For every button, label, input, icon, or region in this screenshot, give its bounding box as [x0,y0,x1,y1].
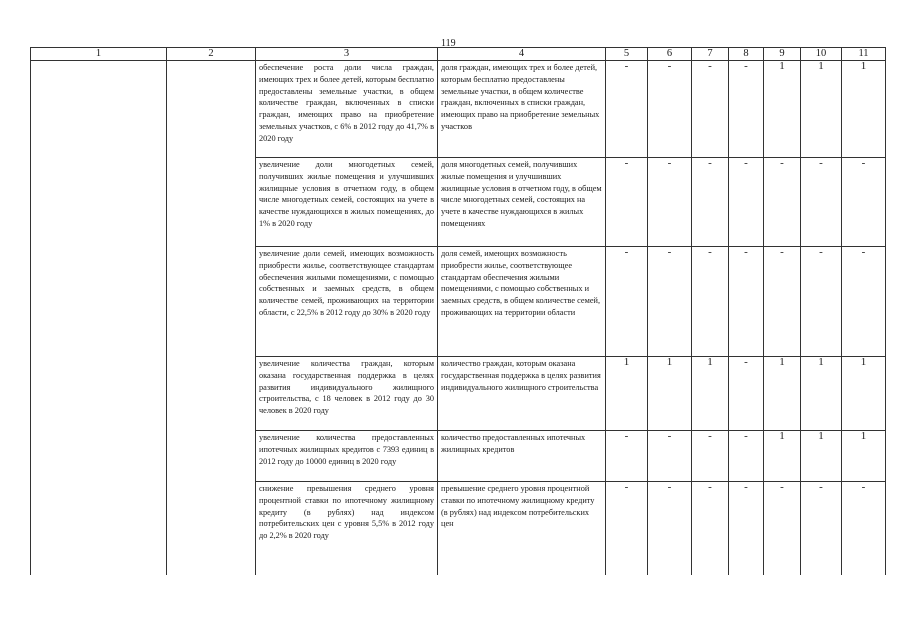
goal-cell: увеличение доли семей, имеющих возможность приобрести жилье, соответствующее стандартам обеспечения жилыми помещениями, с помощью собственных и заемных средств, в общем количестве семей, проживающих на территории области, с 22,5% в 2012 году до 30% в 2020 году [256,247,438,357]
value-cell: 1 [648,357,692,431]
value-cell: 1 [801,357,842,431]
value-cell: 1 [606,357,648,431]
value-cell: - [801,482,842,575]
value-cell: - [648,61,692,158]
column-header: 8 [729,48,764,61]
value-cell: 1 [842,431,886,482]
column-header: 1 [31,48,167,61]
value-cell: - [648,482,692,575]
goal-cell: снижение превышения среднего уровня процентной ставки по ипотечному жилищному кредиту (в рублях) над индексом потребительских цен с уровня 5,5% в 2012 году до 2,2% в 2020 году [256,482,438,575]
value-cell: 1 [801,431,842,482]
value-cell: - [729,61,764,158]
page-number: 119 [441,38,456,49]
value-cell: - [729,247,764,357]
value-cell: 1 [692,357,729,431]
indicator-cell: превышение среднего уровня процентной ставки по ипотечному жилищному кредиту (в рублях) над индексом потребительских цен [438,482,606,575]
value-cell: - [606,431,648,482]
column-header: 5 [606,48,648,61]
value-cell: - [648,431,692,482]
value-cell: - [692,158,729,247]
column-1-cell [31,61,167,575]
value-cell: - [801,247,842,357]
value-cell: - [648,158,692,247]
indicator-cell: количество предоставленных ипотечных жилищных кредитов [438,431,606,482]
indicator-cell: количество граждан, которым оказана государственная поддержка в целях развития индивидуального жилищного строительства [438,357,606,431]
column-header: 3 [256,48,438,61]
value-cell: 1 [801,61,842,158]
value-cell: - [842,247,886,357]
goal-cell: увеличение количества граждан, которым оказана государственная поддержка в целях развития индивидуального жилищного строительства, с 18 человек в 2012 году до 30 человек в 2020 году [256,357,438,431]
value-cell: - [729,357,764,431]
value-cell: - [692,482,729,575]
goal-cell: увеличение доли многодетных семей, получивших жилые помещения и улучшивших жилищные условия в отчетном году, в общем числе многодетных семей, состоящих на учете в качестве нуждающихся в жилых помещениях, до 1% в 2020 году [256,158,438,247]
value-cell: 1 [764,357,801,431]
goal-cell: увеличение количества предоставленных ипотечных жилищных кредитов с 7393 единиц в 2012 году до 10000 единиц в 2020 году [256,431,438,482]
value-cell: - [606,247,648,357]
column-header: 11 [842,48,886,61]
value-cell: 1 [764,61,801,158]
column-header: 9 [764,48,801,61]
column-number-row [31,48,886,61]
value-cell: - [729,431,764,482]
value-cell: - [729,158,764,247]
column-header: 6 [648,48,692,61]
value-cell: - [692,247,729,357]
indicator-cell: доля граждан, имеющих трех и более детей, которым бесплатно предоставлены земельные участки, в общем количестве граждан, включенных в списки граждан, имеющих право на приобретение земельных участков [438,61,606,158]
value-cell: 1 [842,357,886,431]
table-row [31,61,886,158]
column-header: 10 [801,48,842,61]
value-cell: - [842,482,886,575]
value-cell: - [648,247,692,357]
value-cell: - [842,158,886,247]
value-cell: - [764,247,801,357]
value-cell: - [692,431,729,482]
value-cell: - [606,482,648,575]
value-cell: - [764,158,801,247]
value-cell: - [801,158,842,247]
value-cell: 1 [764,431,801,482]
indicator-cell: доля семей, имеющих возможность приобрести жилье, соответствующее стандартам обеспечения жилыми помещениями, с помощью собственных и заемных средств, в общем количестве семей, проживающих на территории области [438,247,606,357]
value-cell: - [764,482,801,575]
value-cell: - [729,482,764,575]
value-cell: 1 [842,61,886,158]
value-cell: - [606,158,648,247]
value-cell: - [606,61,648,158]
indicator-cell: доля многодетных семей, получивших жилые помещения и улучшивших жилищные условия в отчетном году, в общем числе многодетных семей, состоящих на учете в качестве нуждающихся в жилых помещениях [438,158,606,247]
column-header: 4 [438,48,606,61]
indicator-table [30,47,886,575]
goal-cell: обеспечение роста доли числа граждан, имеющих трех и более детей, которым бесплатно предоставлены земельные участки, в общем количестве граждан, включенных в списки граждан, имеющих право на приобретение земельных участков, с 6% в 2012 году до 41,7% в 2020 году [256,61,438,158]
value-cell: - [692,61,729,158]
column-header: 7 [692,48,729,61]
column-header: 2 [167,48,256,61]
column-2-cell [167,61,256,575]
